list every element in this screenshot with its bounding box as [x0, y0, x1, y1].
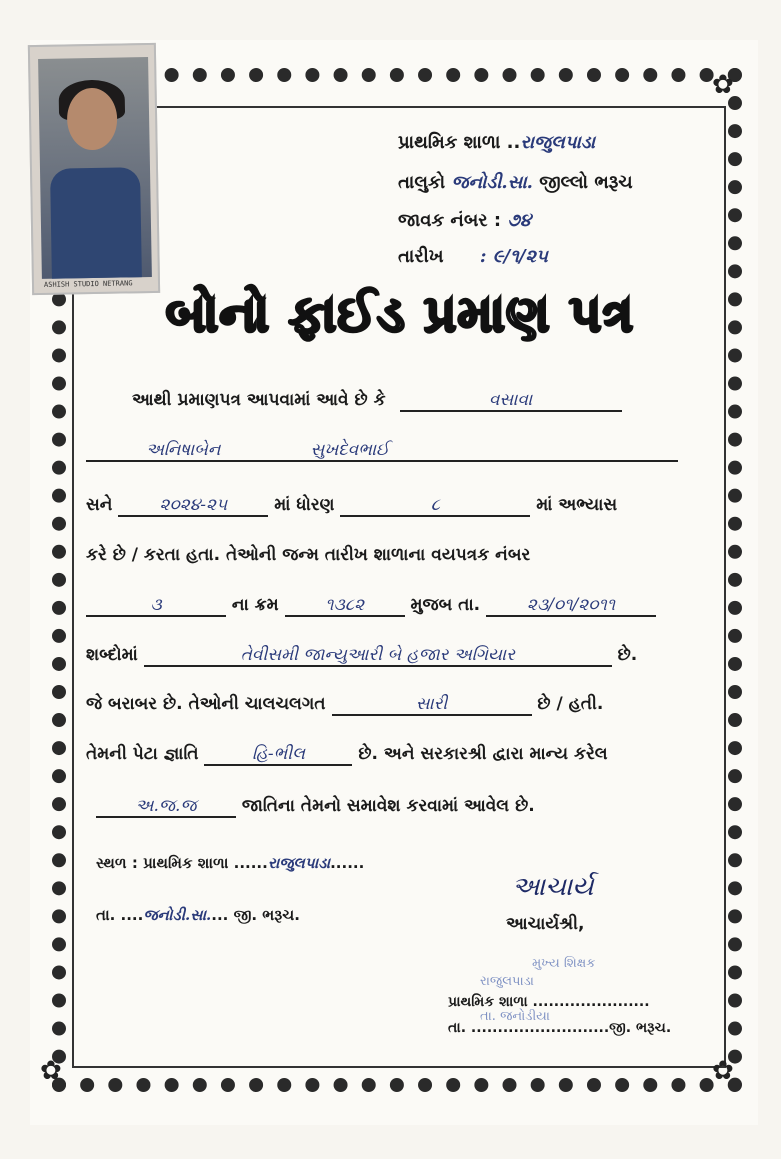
outward-line	[398, 210, 531, 231]
body-text: માં ધોરણ	[274, 495, 335, 515]
taluka-value: જનોડી.સા.	[451, 172, 533, 193]
standard-value: ૮	[340, 495, 530, 517]
date-label: તારીખ	[398, 246, 444, 267]
corner-flower-icon: ✿	[712, 1056, 734, 1086]
body-line-2	[86, 440, 678, 462]
school-stamp	[470, 955, 595, 991]
taluka-line	[398, 172, 633, 193]
district-label: જીલ્લો ભરૂચ	[539, 172, 633, 193]
surname-value: વસાવા	[400, 390, 622, 412]
body-text: શબ્દોમાં	[86, 645, 138, 665]
conduct-value: સારી	[332, 694, 532, 716]
place-value: રાજુલપાડા	[267, 854, 331, 872]
date-line	[398, 246, 548, 267]
body-text: છે / હતી.	[537, 694, 604, 714]
ta-line	[96, 906, 300, 924]
school-label: પ્રાથમિક શાળા	[398, 132, 501, 153]
first-name: અનિષાબેન	[146, 440, 221, 460]
academic-year-value: ૨૦૨૪-૨૫	[118, 495, 268, 517]
photo-caption: ASHISH STUDIO NETRANG	[43, 279, 133, 289]
body-text: માં અભ્યાસ	[536, 495, 618, 515]
body-text: જાતિના તેમનો સમાવેશ કરવામાં આવેલ છે.	[241, 796, 535, 816]
place-line: સ્થળ : પ્રાથમિક શાળા ......રાજુલપાડા......	[96, 854, 365, 872]
corner-flower-icon: ✿	[712, 70, 734, 100]
body-line-8	[86, 744, 608, 766]
birth-date-words-value: તેવીસમી જાન્યુઆરી બે હજાર અગિયાર	[144, 645, 612, 667]
taluka-label: તાલુકો	[398, 172, 446, 193]
ta-value: જનોડી.સા.	[143, 906, 212, 924]
birth-date-value: ૨૩/૦૧/૨૦૧૧	[486, 595, 656, 617]
outward-value: ૭૪	[507, 210, 532, 231]
body-line-5	[86, 595, 656, 617]
student-name-value	[86, 440, 678, 462]
serial-no-value: ૧૩૮૨	[285, 595, 405, 617]
body-text: આથી પ્રમાણપત્ર આપવામાં આવે છે કે	[132, 390, 386, 410]
body-line-6	[86, 645, 637, 667]
school-value: રાજુલપાડા	[520, 132, 596, 153]
principal-label: આચાર્યશ્રી,	[506, 914, 585, 934]
date-value: : ૯/૧/૨૫	[479, 246, 548, 267]
stamp-line: રાજુલપાડા	[480, 974, 534, 989]
register-no-value: ૩	[86, 595, 226, 617]
body-text: છે. અને સરકારશ્રી દ્વારા માન્ય કરેલ	[358, 744, 608, 764]
place-label: સ્થળ : પ્રાથમિક શાળા ......	[96, 854, 268, 872]
body-text: મુજબ તા.	[410, 595, 481, 615]
body-line-9	[96, 796, 535, 818]
stamp-school-line: પ્રાથમિક શાળા ......................	[448, 994, 650, 1010]
body-text: જે બરાબર છે. તેઓની ચાલચલગત	[86, 694, 326, 714]
stamp-ta-line: તા. ..........................જી. ભરૂચ.	[448, 1020, 672, 1036]
sub-caste-value: હિ-ભીલ	[204, 744, 352, 766]
body-text: ના ક્રમ	[231, 595, 279, 615]
outward-label: જાવક નંબર :	[398, 210, 502, 231]
corner-flower-icon: ✿	[40, 1056, 62, 1086]
ta-label: તા. ....	[96, 906, 144, 924]
student-photo	[28, 43, 160, 295]
father-name: સુખદેવભાઈ	[310, 440, 390, 460]
ta-suffix: ... જી. ભરૂચ.	[211, 906, 300, 924]
certificate-title: બોનો ફાઈડ પ્રમાણ પત્ર	[165, 284, 635, 343]
body-line-3	[86, 495, 617, 517]
stamp-ta-overlay: તા. જનોડીયા	[480, 1009, 550, 1024]
stamp-line: મુખ્ય શિક્ષક	[532, 956, 596, 971]
school-line: પ્રાથમિક શાળા ..રાજુલપાડા	[398, 132, 596, 153]
principal-signature: આચાર્ય	[512, 872, 594, 902]
body-line-7	[86, 694, 603, 716]
body-line-4: કરે છે / કરતા હતા. તેઓની જન્મ તારીખ શાળાના વયપત્રક નંબર	[86, 545, 531, 565]
category-value: અ.જ.જ	[96, 796, 236, 818]
body-line-1	[132, 390, 622, 412]
body-text: તેમની પેટા જ્ઞાતિ	[86, 744, 199, 764]
body-text: છે.	[617, 645, 638, 665]
body-text: સને	[86, 495, 113, 515]
